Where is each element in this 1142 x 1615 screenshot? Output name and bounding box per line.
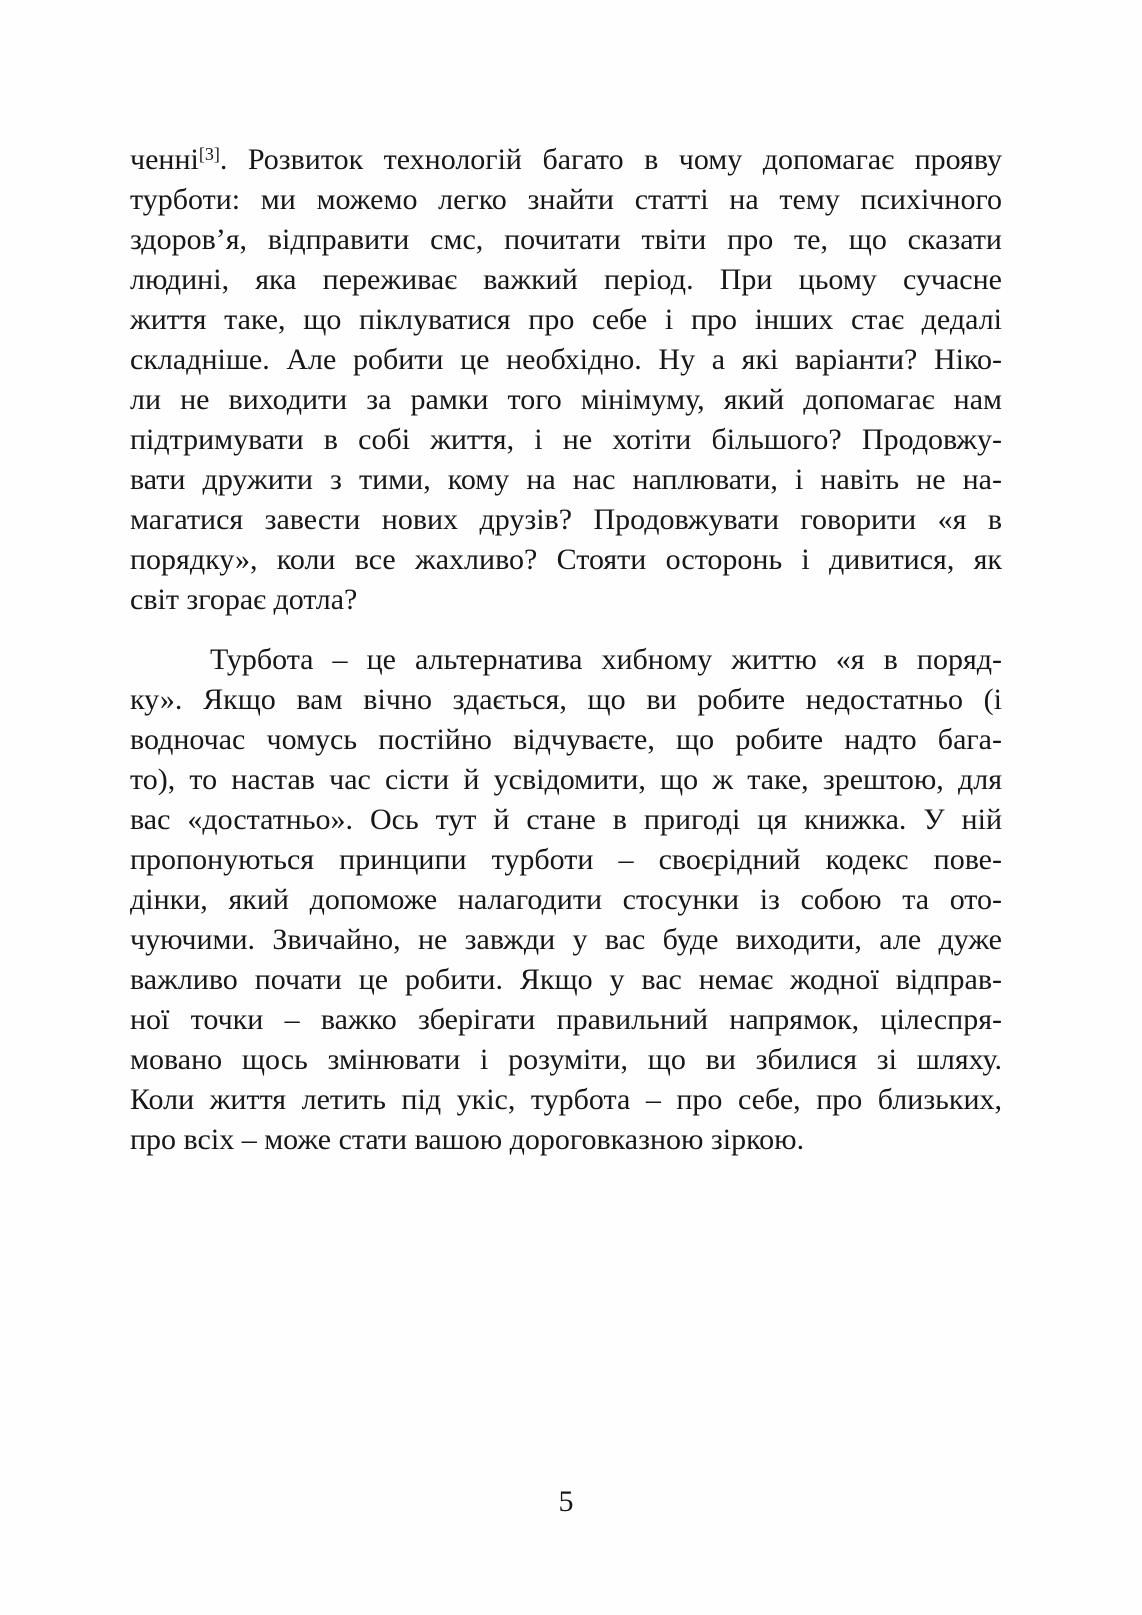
- text-line: Коли життя летить під укіс, турбота – про себе, про близьких,: [130, 1083, 1002, 1116]
- text-line: то), то настав час сісти й усвідомити, що ж таке, зрештою, для: [130, 763, 1002, 796]
- text-line: турботи: ми можемо легко знайти статті на тему психічного: [130, 183, 1002, 216]
- text-line: світ згорає дотла?: [130, 583, 358, 616]
- page-number: 5: [558, 1485, 574, 1518]
- text-line: пропонуються принципи турботи – своєрідний кодекс пове-: [130, 843, 1002, 876]
- text-line: Турбота – це альтернатива хибному життю «я в поряд-: [210, 643, 1002, 676]
- text-line: життя таке, що піклуватися про себе і про інших стає дедалі: [130, 303, 1002, 336]
- text-line: важливо почати це робити. Якщо у вас немає жодної відправ-: [130, 963, 1002, 996]
- text-line: про всіх – може стати вашою дороговказною зіркою.: [130, 1123, 805, 1156]
- text-line: водночас чомусь постійно відчуваєте, що робите надто бага-: [130, 723, 1002, 756]
- text-line: [130, 140, 1002, 180]
- text-line: вати дружити з тими, кому на нас наплювати, і навіть не на-: [130, 463, 1002, 496]
- text-segment: ченні: [130, 143, 199, 176]
- text-line: підтримувати в собі життя, і не хотіти більшого? Продовжу-: [130, 423, 1002, 456]
- text-line: порядку», коли все жахливо? Стояти осторонь і дивитися, як: [130, 543, 1002, 576]
- page-text-block: [130, 140, 1002, 1160]
- text-line: ку». Якщо вам вічно здається, що ви робите недостатньо (і: [130, 683, 1002, 716]
- text-line: дінки, який допоможе налагодити стосунки із собою та ото-: [130, 883, 1002, 916]
- text-line: вас «достатньо». Ось тут й стане в пригоді ця книжка. У ній: [130, 803, 1002, 836]
- text-line: чуючими. Звичайно, не завжди у вас буде виходити, але дуже: [130, 923, 1002, 956]
- text-line: ної точки – важко зберігати правильний напрямок, цілеспря-: [130, 1003, 1002, 1036]
- text-line: складніше. Але робити це необхідно. Ну а які варіанти? Ніко-: [130, 343, 1002, 376]
- text-line: людині, яка переживає важкий період. При цьому сучасне: [130, 263, 1002, 296]
- text-line: здоров’я, відправити смс, почитати твіти про те, що сказати: [130, 223, 1002, 256]
- text-segment: . Розвиток технологій багато в чому допомагає прояву: [219, 143, 1002, 176]
- paragraph: [130, 640, 1002, 1160]
- paragraph: [130, 140, 1002, 620]
- footnote-ref: [3]: [198, 144, 220, 164]
- text-line: ли не виходити за рамки того мінімуму, який допомагає нам: [130, 383, 1002, 416]
- text-line: магатися завести нових друзів? Продовжувати говорити «я в: [130, 503, 1002, 536]
- text-line: мовано щось змінювати і розуміти, що ви збилися зі шляху.: [130, 1043, 1002, 1076]
